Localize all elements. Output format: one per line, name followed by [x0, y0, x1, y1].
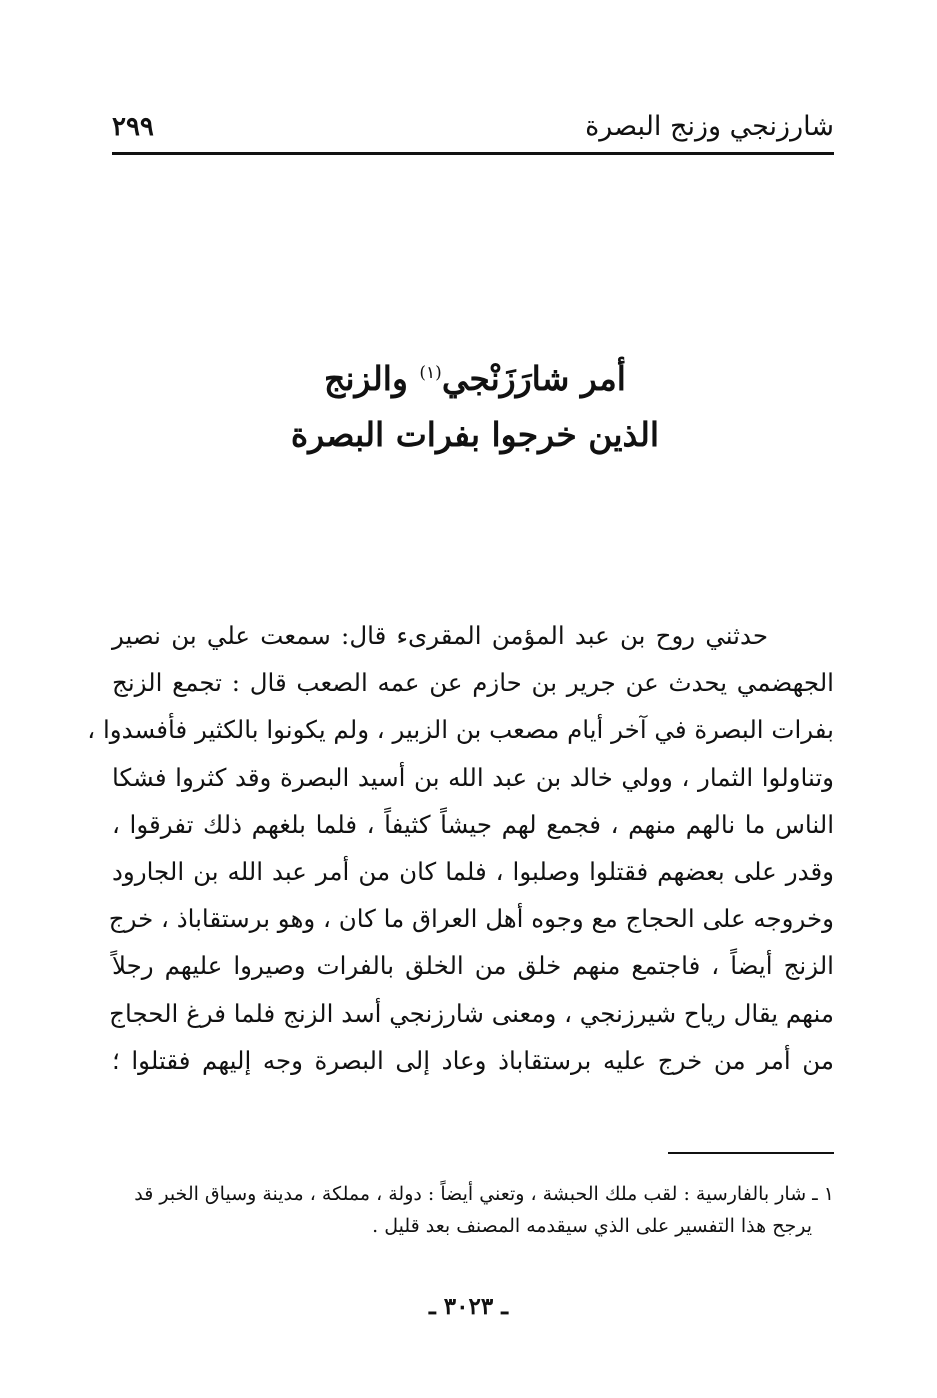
- body-line: حدثني روح بن عبد المؤمن المقرىء قال: سمعت علي بن نصير: [112, 621, 768, 650]
- page-number: ٢٩٩: [112, 112, 154, 142]
- folio-number: ـ ٣٠٢٣ ـ: [429, 1293, 508, 1320]
- body-line: منهم يقال رياح شيرزنجي ، ومعنى شارزنجي أسد الزنج فلما فرغ الحجاج: [109, 998, 834, 1028]
- title-line1-suffix: والزنج: [324, 359, 420, 398]
- body-text: [87, 612, 834, 1084]
- title-line1-text: أمر شارَزَنْجي: [441, 359, 626, 398]
- footnotes: [112, 1178, 834, 1242]
- footnote-marker: (١): [419, 363, 442, 383]
- body-line: وقدر على بعضهم فقتلوا وصلبوا ، فلما كان من أمر عبد الله بن الجارود: [112, 856, 834, 886]
- chapter-title-line-2: الذين خرجوا بفرات البصرة: [290, 415, 660, 454]
- footnote-line-2: يرجح هذا التفسير على الذي سيقدمه المصنف بعد قليل .: [372, 1215, 812, 1237]
- body-line: من أمر من خرج عليه برستقاباذ وعاد إلى البصرة وجه إليهم فقتلوا ؛: [112, 1045, 834, 1075]
- body-line: الجهضمي يحدث عن جرير بن حازم عن عمه الصعب قال : تجمع الزنج: [112, 668, 834, 698]
- footnote-rule: [668, 1152, 834, 1154]
- body-line: وخروجه على الحجاج مع وجوه أهل العراق ما كان ، وهو برستقاباذ ، خرج: [108, 904, 834, 934]
- running-head: شارزنجي وزنج البصرة: [585, 111, 834, 142]
- body-line: وتناولوا الثمار ، وولي خالد بن عبد الله بن أسيد البصرة وقد كثروا فشكا: [112, 762, 834, 792]
- body-line: بفرات البصرة في آخر أيام مصعب بن الزبير ، ولم يكونوا بالكثير فأفسدوا ،: [87, 715, 834, 745]
- page-header: [112, 100, 834, 154]
- body-line: الناس ما نالهم منهم ، فجمع لهم جيشاً كثيفاً ، فلما بلغهم ذلك تفرقوا ،: [112, 809, 834, 839]
- footnote-line-1: ١ ـ شار بالفارسية : لقب ملك الحبشة ، وتعني أيضاً : دولة ، مملكة ، مدينة وسياق الخبر قد: [134, 1183, 834, 1205]
- body-line: الزنج أيضاً ، فاجتمع منهم خلق من الخلق بالفرات وصيروا عليهم رجلاً: [112, 951, 834, 981]
- chapter-title-line-1: [150, 345, 800, 407]
- header-rule: [112, 152, 834, 155]
- chapter-title: [150, 345, 800, 463]
